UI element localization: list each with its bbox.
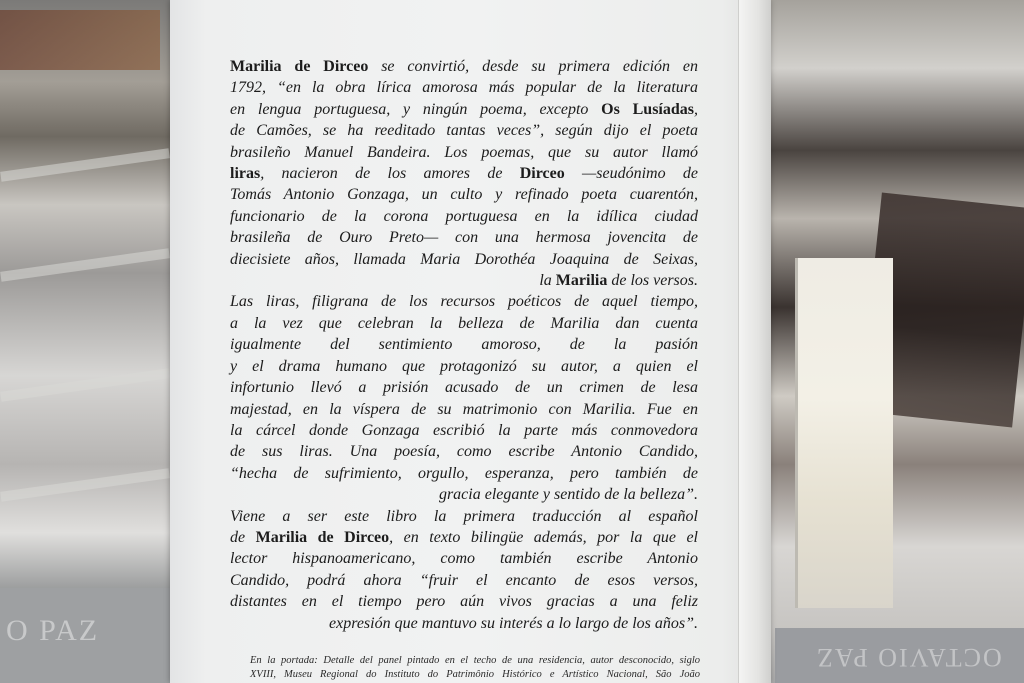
blurb-text: a la vez que celebran la belleza de Marilia dan cuenta [230,314,698,332]
blurb-text: “hecha de sufrimiento, orgullo, esperanza, pero también de [230,464,698,482]
blurb-line [230,356,698,377]
blurb-line [230,291,698,312]
blurb-text: infortunio llevó a prisión acusado de un crimen de lesa [230,379,698,397]
blurb-bold-title: Os Lusíadas [601,100,694,118]
blurb-text: funcionario de la corona portuguesa en la idílica ciudad [230,207,698,225]
blurb-text: la [539,272,556,290]
blurb-line [230,120,698,141]
blurb-text: la cárcel donde Gonzaga escribió la parte más conmovedora [230,421,698,439]
blurb-text: lector hispanoamericano, como también escribe Antonio [230,550,698,568]
caption-line: En la portada: Detalle del panel pintado en el techo de una residencia, autor desconocido, siglo [250,655,700,666]
blurb-text: , en texto bilingüe además, por la que el [389,528,698,546]
blurb-text: brasileña de Ouro Preto— con una hermosa jovencita de [230,229,698,247]
blurb-text: , nacieron de los amores de [260,165,520,183]
blurb-line [230,506,698,527]
blurb-line [230,99,698,120]
blurb-line [230,206,698,227]
left-label-text: O PAZ [6,614,100,647]
book-spine-edge [738,0,771,683]
blurb-line [230,548,698,569]
blurb-text: expresión que mantuvo su interés a lo largo de los años”. [328,614,698,632]
blurb-line [230,399,698,420]
blurb-line [230,77,698,98]
blurb-line [230,142,698,163]
back-cover-blurb [230,56,698,634]
blurb-text: Las liras, filigrana de los recursos poéticos de aquel tiempo, [230,293,698,311]
cover-caption [250,654,700,682]
blurb-bold-title: Marilia [555,272,608,290]
blurb-line [230,527,698,548]
blurb-text: igualmente del sentimiento amoroso, de la pasión [230,336,698,354]
blurb-bold-title: Marilia de Dirceo [255,528,390,546]
blurb-text: —seudónimo de [564,165,698,183]
blurb-text: 1792, “en la obra lírica amorosa más popular de la literatura [230,79,698,97]
blurb-text: Viene a ser este libro la primera traducción al español [230,507,698,525]
blurb-text: brasileño Manuel Bandeira. Los poemas, que su autor llamó [230,143,698,161]
blurb-bold-title: liras [230,165,261,183]
right-label-text: OCTAVIO PAZ [815,643,1002,672]
caption-line: XVIII, Museu Regional do Instituto do Patrimônio Histórico e Artístico Nacional, São João [250,669,700,680]
blurb-line [230,313,698,334]
blurb-text: en lengua portuguesa, y ningún poema, excepto [230,100,602,118]
blurb-text: de sus liras. Una poesía, como escribe Antonio Candido, [230,443,698,461]
blurb-line [230,484,698,505]
blurb-line [230,613,698,634]
blurb-line [230,163,698,184]
background-red-book [0,10,160,70]
background-right-label [775,628,1024,683]
blurb-line [230,570,698,591]
background-left-book-stack [0,0,175,683]
blurb-line [230,184,698,205]
blurb-bold-title: Dirceo [519,165,565,183]
blurb-text: Candido, podrá ahora “fruir el encanto de esos versos, [230,571,698,589]
blurb-line [230,249,698,270]
blurb-text: de Camões, se ha reeditado tantas veces”, según dijo el poeta [230,122,698,140]
blurb-text: distantes en el tiempo pero aún vivos gracias a una feliz [230,593,698,611]
blurb-line [230,270,698,291]
blurb-text: de los versos. [607,272,698,290]
blurb-line [230,227,698,248]
blurb-text: y el drama humano que protagonizó su autor, a quien el [230,357,698,375]
blurb-line [230,56,698,77]
blurb-text: se convirtió, desde su primera edición en [368,58,699,75]
blurb-text: gracia elegante y sentido de la belleza”. [438,486,698,504]
background-left-label [0,588,172,683]
blurb-text: Tomás Antonio Gonzaga, un culto y refinado poeta cuarentón, [230,186,698,204]
blurb-line [230,463,698,484]
blurb-text: diecisiete años, llamada Maria Dorothéa Joaquina de Seixas, [230,250,698,268]
blurb-line [230,420,698,441]
blurb-text: , [694,100,698,118]
background-cream-book [795,258,893,608]
blurb-line [230,334,698,355]
blurb-text: de [230,528,256,546]
blurb-bold-title: Marilia de Dirceo [230,58,369,75]
blurb-line [230,377,698,398]
blurb-line [230,591,698,612]
blurb-text: majestad, en la víspera de su matrimonio con Marilia. Fue en [230,400,698,418]
blurb-line [230,441,698,462]
